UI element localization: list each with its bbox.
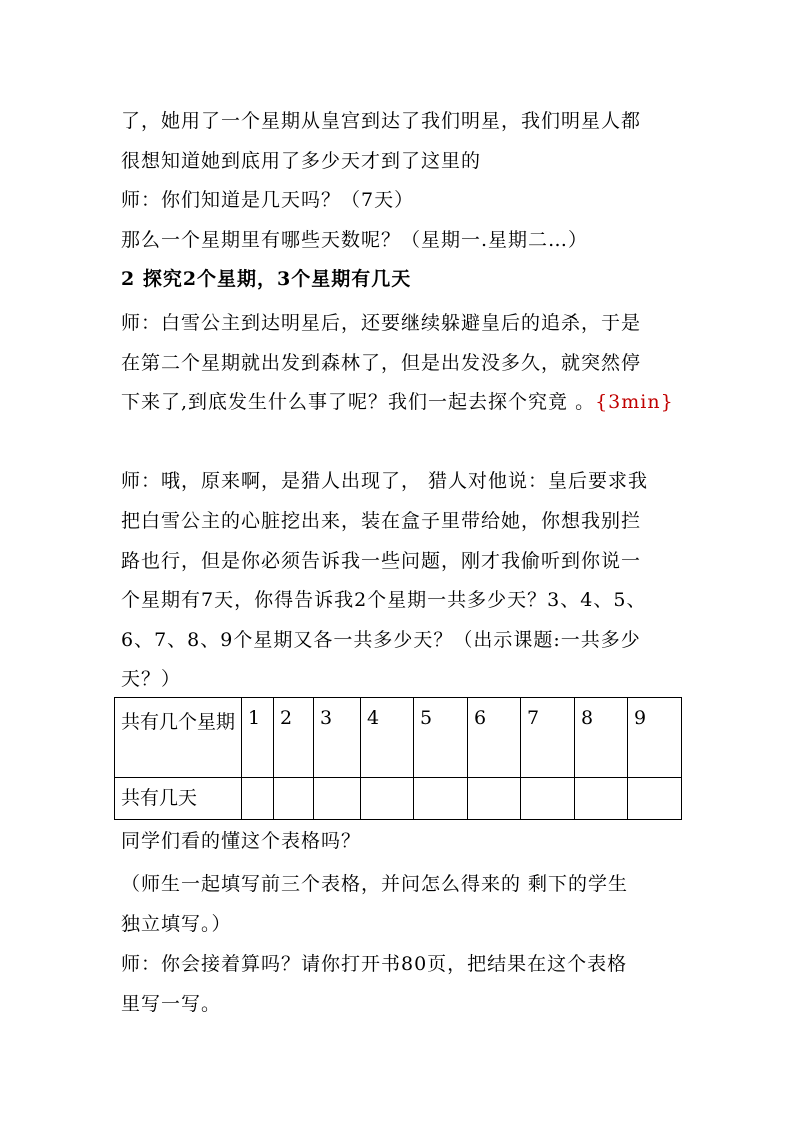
table-cell-empty [521, 778, 575, 820]
table-cell-empty [274, 778, 314, 820]
paragraph-line: 路也行，但是你必须告诉我一些问题，刚才我偷听到你说一 [121, 550, 642, 572]
paragraph-line: 师：你会接着算吗？请你打开书80页，把结果在这个表格 [121, 953, 628, 975]
paragraph-line: 很想知道她到底用了多少天才到了这里的 [121, 150, 482, 172]
table-row-weeks [115, 698, 682, 778]
paragraph-line: 里写一写。 [121, 993, 222, 1015]
weeks-days-table [114, 697, 682, 820]
table-cell-empty [468, 778, 521, 820]
paragraph-line: 师：哦，原来啊，是猎人出现了， 猎人对他说：皇后要求我 [121, 470, 649, 492]
paragraph-line: 6、7、8、9个星期又各一共多少天？（出示课题:一共多少 [121, 629, 641, 651]
table-row-days [115, 778, 682, 820]
table-cell-week: 9 [628, 698, 682, 778]
table-cell-empty [628, 778, 682, 820]
table-cell-empty [414, 778, 468, 820]
table-cell-week: 6 [468, 698, 521, 778]
table-cell-empty [242, 778, 274, 820]
table-header-days: 共有几天 [115, 778, 242, 820]
time-note: {3min} [595, 391, 674, 413]
section-heading: 2 探究2个星期，3个星期有几天 [121, 268, 412, 290]
table-header-weeks: 共有几个星期 [115, 698, 242, 778]
paragraph-line: 了，她用了一个星期从皇宫到达了我们明星，我们明星人都 [121, 110, 642, 132]
paragraph-line: 在第二个星期就出发到森林了，但是出发没多久，就突然停 [121, 352, 642, 374]
table-cell-week: 5 [414, 698, 468, 778]
paragraph-text: 下来了,到底发生什么事了呢？我们一起去探个究竟 。 [121, 391, 596, 413]
paragraph-line: 个星期有7天，你得告诉我2个星期一共多少天？3、4、5、 [121, 589, 647, 611]
table-cell-empty [361, 778, 414, 820]
table-cell-week: 7 [521, 698, 575, 778]
paragraph-line: 把白雪公主的心脏挖出来，装在盒子里带给她，你想我别拦 [121, 510, 642, 532]
paragraph-line: （师生一起填写前三个表格，并问怎么得来的 剩下的学生 [121, 873, 629, 895]
paragraph-line [121, 388, 674, 416]
table-cell-week: 4 [361, 698, 414, 778]
table-cell-week: 2 [274, 698, 314, 778]
paragraph-line: 同学们看的懂这个表格吗？ [121, 830, 362, 852]
table-cell-week: 8 [575, 698, 628, 778]
paragraph-line: 天？） [121, 668, 182, 690]
table-cell-week: 3 [314, 698, 361, 778]
table-cell-empty [314, 778, 361, 820]
paragraph-line: 那么一个星期里有哪些天数呢？（星期一.星期二…） [121, 229, 589, 251]
paragraph-line: 师：你们知道是几天吗？（7天） [121, 189, 415, 211]
paragraph-line: 师：白雪公主到达明星后，还要继续躲避皇后的追杀，于是 [121, 312, 642, 334]
table-cell-week: 1 [242, 698, 274, 778]
table-cell-empty [575, 778, 628, 820]
paragraph-line: 独立填写。） [121, 913, 232, 935]
